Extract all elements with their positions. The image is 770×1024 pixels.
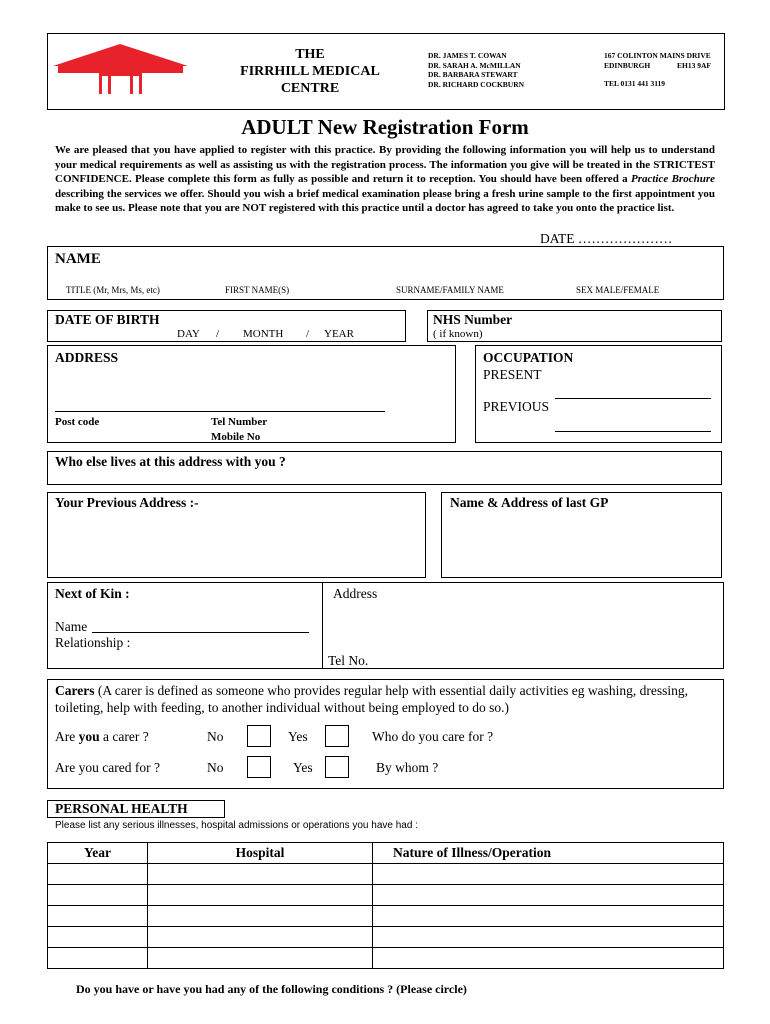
occupation-present-line[interactable] xyxy=(555,398,711,399)
date-field[interactable]: DATE ………………… xyxy=(540,231,673,246)
table-row[interactable] xyxy=(48,885,724,906)
medical-history-table xyxy=(47,842,724,969)
carer-question-text: a carer ? xyxy=(99,729,149,744)
intro-text: We are pleased that you have applied to register with this practice. By providing the following information you will help us to understand your medical requirements as well as assisting us with the registration process. The information you give will be treated in the STRICTEST CONFIDENCE. Please complete this form as fully as possible and return it to reception. You should have been offered a xyxy=(55,144,715,186)
occupation-previous-label: PREVIOUS xyxy=(483,399,550,414)
kin-name-label: Name xyxy=(55,619,88,634)
occupation-previous-line[interactable] xyxy=(555,431,711,432)
first-name-label[interactable]: FIRST NAME(S) xyxy=(225,285,290,295)
kin-address-label: Address xyxy=(333,586,378,601)
dob-day: DAY xyxy=(177,328,200,340)
previous-address-label: Your Previous Address :- xyxy=(55,495,199,510)
intro-paragraph xyxy=(55,143,715,216)
kin-relationship-label: Relationship : xyxy=(55,635,131,650)
dob-sep: / xyxy=(216,328,220,340)
dob-year: YEAR xyxy=(324,328,354,340)
last-gp-label: Name & Address of last GP xyxy=(450,495,609,510)
conditions-question: Do you have or have you had any of the following conditions ? (Please circle) xyxy=(76,982,467,996)
cell-nature[interactable] xyxy=(373,864,724,885)
carer-question-text: Are xyxy=(55,729,79,744)
dob-sep: / xyxy=(306,328,310,340)
col-nature: Nature of Illness/Operation xyxy=(373,843,724,864)
col-hospital: Hospital xyxy=(148,843,373,864)
cared-yes-label: Yes xyxy=(293,760,313,775)
form-title: ADULT New Registration Form xyxy=(241,115,529,139)
table-row[interactable] xyxy=(48,906,724,927)
mobile-label: Mobile No xyxy=(211,431,261,443)
cared-no-label: No xyxy=(207,760,224,775)
who-else-label: Who else lives at this address with you ? xyxy=(55,454,286,469)
address-city: EDINBURGH xyxy=(604,60,651,70)
address-line[interactable] xyxy=(55,411,385,412)
carer-no-label: No xyxy=(207,729,224,744)
cell-hospital[interactable] xyxy=(148,864,373,885)
practice-name-line: FIRRHILL MEDICAL xyxy=(240,64,380,79)
personal-health-instruction: Please list any serious illnesses, hospital admissions or operations you have had : xyxy=(55,820,418,831)
cell-hospital[interactable] xyxy=(148,885,373,906)
title-label[interactable]: TITLE (Mr, Mrs, Ms, etc) xyxy=(66,285,160,295)
nhs-sub: ( if known) xyxy=(433,328,483,340)
intro-text-cont: describing the services we offer. Should you wish a brief medical examination please bring a fresh urine sample to the first appointment you make to see us. Please note that you are NOT registered with this practice until a doctor has agreed to take you onto the practice list. xyxy=(55,187,715,215)
table-row[interactable] xyxy=(48,948,724,969)
cell-nature[interactable] xyxy=(373,885,724,906)
cell-nature[interactable] xyxy=(373,906,724,927)
address-heading: ADDRESS xyxy=(55,350,119,365)
carers-description xyxy=(55,682,719,716)
postcode-label: Post code xyxy=(55,416,100,428)
cell-year[interactable] xyxy=(48,927,148,948)
carer-no-checkbox[interactable] xyxy=(247,725,271,747)
cell-hospital[interactable] xyxy=(148,927,373,948)
carer-yes-checkbox[interactable] xyxy=(325,725,349,747)
cared-no-checkbox[interactable] xyxy=(247,756,271,778)
table-row[interactable] xyxy=(48,864,724,885)
col-year: Year xyxy=(48,843,148,864)
surname-label[interactable]: SURNAME/FAMILY NAME xyxy=(396,285,504,295)
cared-yes-checkbox[interactable] xyxy=(325,756,349,778)
doctor-name: DR. JAMES T. COWAN xyxy=(428,51,507,60)
carers-definition: (A carer is defined as someone who provides regular help with essential daily activities eg washing, dressing, toileting, help with feeding, to another individual without being employed to do so.) xyxy=(55,683,688,715)
cell-year[interactable] xyxy=(48,948,148,969)
doctor-list xyxy=(428,51,524,89)
tel-label: Tel Number xyxy=(211,416,268,428)
cell-nature[interactable] xyxy=(373,948,724,969)
doctor-name: DR. BARBARA STEWART xyxy=(428,70,518,79)
personal-health-heading: PERSONAL HEALTH xyxy=(55,801,188,816)
who-care-label: Who do you care for ? xyxy=(372,729,494,744)
cell-year[interactable] xyxy=(48,906,148,927)
name-heading: NAME xyxy=(55,251,101,267)
address-line: 167 COLINTON MAINS DRIVE xyxy=(604,51,711,60)
practice-name-line: THE xyxy=(295,47,325,62)
dob-month: MONTH xyxy=(243,328,284,340)
address-postcode: EH13 9AF xyxy=(677,60,711,70)
carer-question-you: you xyxy=(78,729,100,744)
practice-logo xyxy=(53,44,188,96)
practice-name-line: CENTRE xyxy=(280,81,340,96)
cell-year[interactable] xyxy=(48,885,148,906)
practice-brochure: Practice Brochure xyxy=(630,173,715,186)
practice-tel: TEL 0131 441 3119 xyxy=(604,79,666,88)
nhs-heading: NHS Number xyxy=(433,312,513,327)
kin-tel-label: Tel No. xyxy=(328,653,369,668)
cell-hospital[interactable] xyxy=(148,906,373,927)
dob-heading: DATE OF BIRTH xyxy=(55,312,160,327)
doctor-name: DR. RICHARD COCKBURN xyxy=(428,79,525,89)
sex-label[interactable]: SEX MALE/FEMALE xyxy=(576,285,660,295)
occupation-heading: OCCUPATION xyxy=(483,350,574,365)
practice-name xyxy=(225,46,395,97)
carer-question xyxy=(55,729,149,745)
cell-hospital[interactable] xyxy=(148,948,373,969)
doctor-name: DR. SARAH A. McMILLAN xyxy=(428,60,521,70)
cell-year[interactable] xyxy=(48,864,148,885)
carers-heading: Carers xyxy=(55,683,95,698)
occupation-present-label: PRESENT xyxy=(483,367,542,382)
cared-for-question: Are you cared for ? xyxy=(55,760,160,775)
by-whom-label: By whom ? xyxy=(376,760,439,775)
carer-yes-label: Yes xyxy=(288,729,308,744)
kin-name-line[interactable] xyxy=(92,632,309,633)
kin-heading: Next of Kin : xyxy=(55,586,130,601)
practice-address xyxy=(604,51,719,89)
table-row[interactable] xyxy=(48,927,724,948)
cell-nature[interactable] xyxy=(373,927,724,948)
table-header-row xyxy=(48,843,724,864)
kin-address-section[interactable] xyxy=(322,582,724,669)
